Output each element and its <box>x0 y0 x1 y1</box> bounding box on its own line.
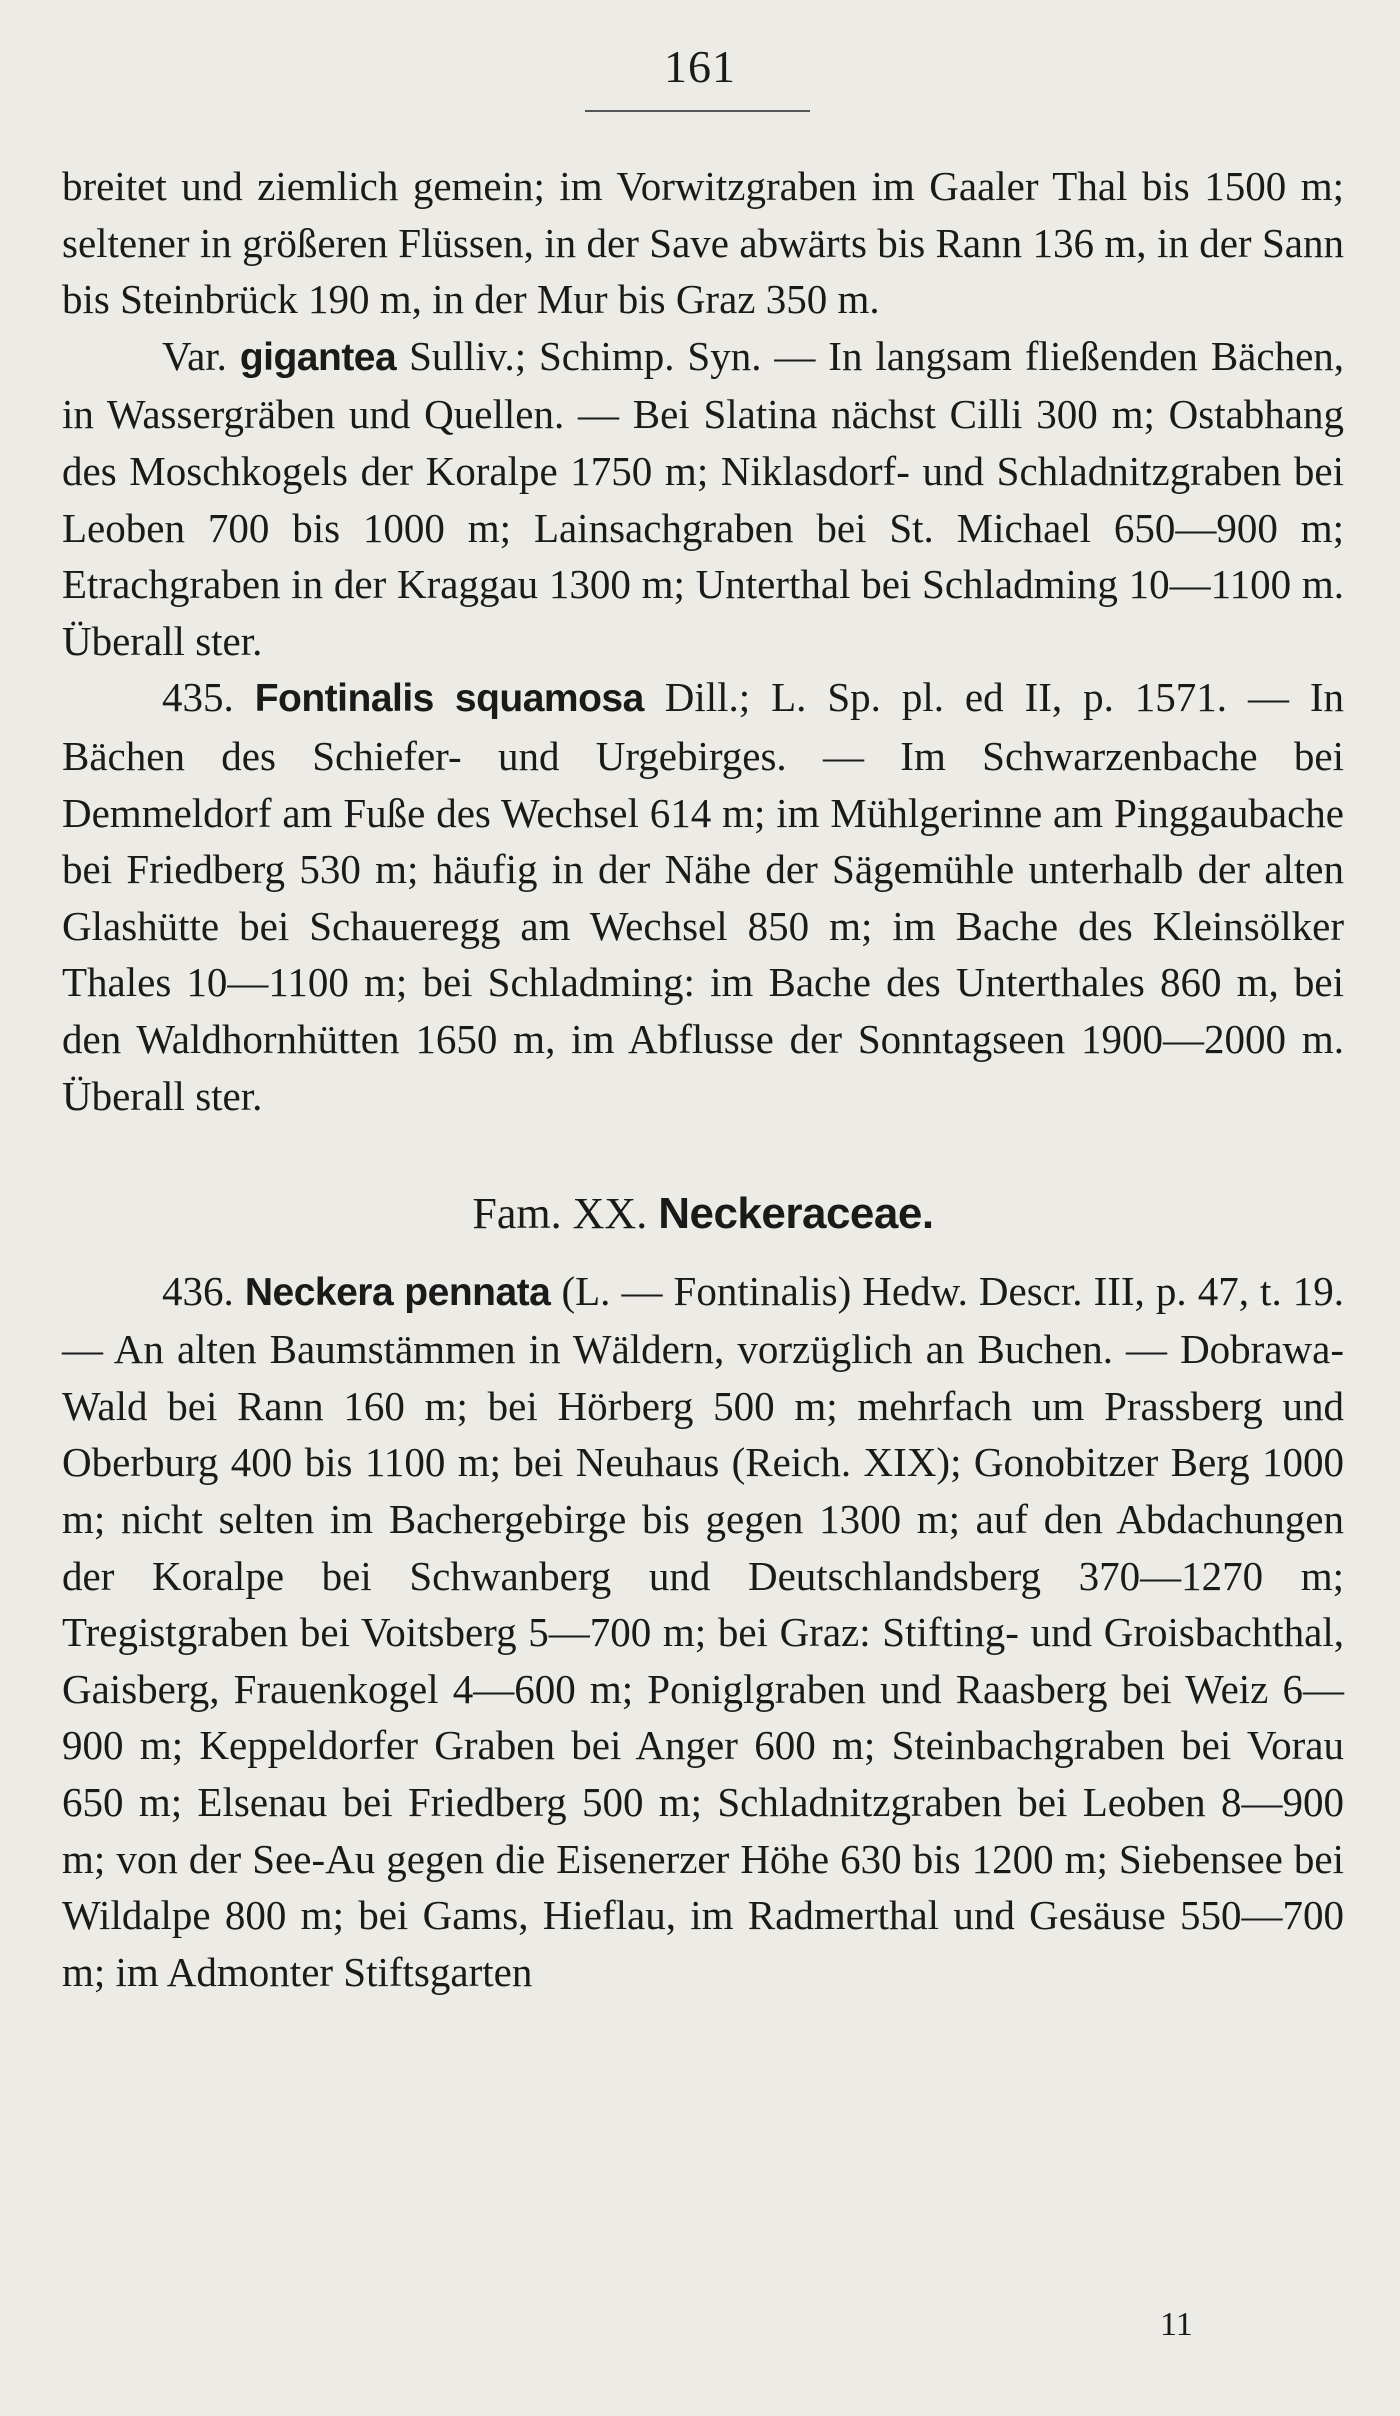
family-prefix: Fam. XX. <box>472 1189 648 1239</box>
fontinalis-text: Dill.; L. Sp. pl. ed II, p. 1571. — In Bächen des Schiefer- und Urgebirges. — Im Schwarzenbache bei Demmeldorf am Fuße des Wechsel 614 m; im Mühlgerinne am Pinggaubache bei Friedberg 530 m; häufig in der Nähe der Sägemühle unterhalb der alten Glashütte bei Schaueregg am Wechsel 850 m; im Bache des Kleinsölker Thales 10—1100 m; bei Schladming: im Bache des Unterthales 860 m, bei den Waldhornhütten 1650 m, im Abflusse der Sonntagseen 1900—2000 m. Überall ster. <box>62 674 1345 1119</box>
var-label: Var. <box>162 332 227 379</box>
paragraph-var-gigantea <box>62 328 1344 670</box>
paragraph-neckera-pennata <box>62 1263 1344 2001</box>
page-number: 161 <box>664 41 736 92</box>
entry-number-435: 435. <box>162 674 234 721</box>
gigantea-text: Sulliv.; Schimp. Syn. — In langsam fließenden Bächen, in Wassergräben und Quellen. — Bei Slatina nächst Cilli 300 m; Ostabhang des Moschkogels der Koralpe 1750 m; Niklasdorf- und Schladnitzgraben bei Leoben 700 bis 1000 m; Lainsachgraben bei St. Michael 650—900 m; Etrachgraben in der Kraggau 1300 m; Unterthal bei Schladming 10—1100 m. Überall ster. <box>62 332 1345 664</box>
page-body <box>62 158 1344 2000</box>
family-name: Neckeraceae. <box>658 1189 934 1239</box>
neckera-text: (L. — Fontinalis) Hedw. Descr. III, p. 47, t. 19. — An alten Baumstämmen in Wäldern, vorzüglich an Buchen. — Dobrawa-Wald bei Rann 160 m; bei Hörberg 500 m; mehrfach um Prassberg und Oberburg 400 bis 1100 m; bei Neuhaus (Reich. XIX); Gonobitzer Berg 1000 m; nicht selten im Bachergebirge bis gegen 1300 m; auf den Abdachungen der Koralpe bei Schwanberg und Deutschlandsberg 370—1270 m; Tregistgraben bei Voitsberg 5—700 m; bei Graz: Stifting- und Groisbachthal, Gaisberg, Frauenkogel 4—600 m; Poniglgraben und Raasberg bei Weiz 6—900 m; Keppeldorfer Graben bei Anger 600 m; Steinbachgraben bei Vorau 650 m; Elsenau bei Friedberg 500 m; Schladnitzgraben bei Leoben 8—900 m; von der See-Au gegen die Eisenerzer Höhe 630 bis 1200 m; Siebensee bei Wildalpe 800 m; bei Gams, Hieflau, im Radmerthal und Gesäuse 550—700 m; im Admonter Stiftsgarten <box>62 1267 1345 1995</box>
taxon-gigantea: gigantea <box>239 335 397 379</box>
taxon-neckera-pennata: Neckera pennata <box>244 1270 551 1314</box>
family-heading <box>62 1186 1344 1243</box>
paragraph-continuation: breitet und ziemlich gemein; im Vorwitzgraben im Gaaler Thal bis 1500 m; seltener in größeren Flüssen, in der Save abwärts bis Rann 136 m, in der Sann bis Steinbrück 190 m, in der Mur bis Graz 350 m. <box>62 163 1344 323</box>
taxon-fontinalis-squamosa: Fontinalis squamosa <box>254 677 644 721</box>
page-header <box>0 40 1400 93</box>
signature-mark: 11 <box>1160 2306 1193 2343</box>
paragraph-fontinalis-squamosa <box>62 669 1344 1124</box>
entry-number-436: 436. <box>162 1267 234 1314</box>
header-rule <box>585 110 810 112</box>
